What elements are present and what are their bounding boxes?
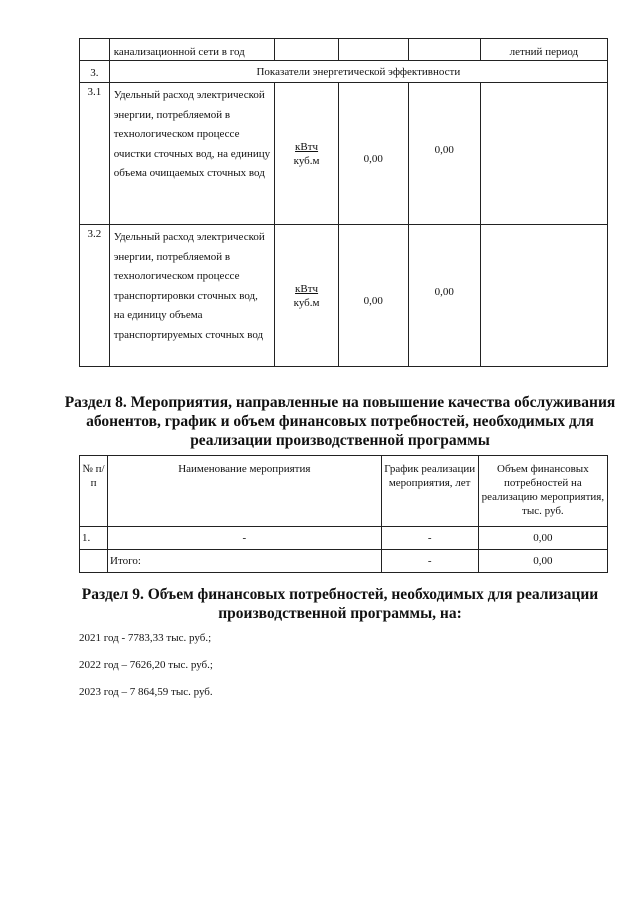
table-row — [80, 39, 608, 61]
table-row — [80, 225, 608, 367]
table-header-row — [80, 456, 608, 527]
cell-num: 3.2 — [80, 225, 110, 367]
value-2: 0,00 — [434, 285, 454, 298]
cell-note — [480, 225, 607, 367]
value-1: 0,00 — [363, 294, 383, 307]
cell-value — [408, 83, 480, 225]
finance-line-2023: 2023 год – 7 864,59 тыс. руб. — [79, 686, 213, 698]
header-schedule: График реализации мероприятия, лет — [381, 456, 478, 527]
cell-value — [408, 39, 480, 61]
value-1: 0,00 — [363, 152, 383, 165]
finance-line-2022: 2022 год – 7626,20 тыс. руб.; — [79, 659, 213, 671]
total-label: Итого: — [108, 550, 382, 573]
total-schedule: - — [381, 550, 478, 573]
cell-num — [80, 550, 108, 573]
cell-name: - — [108, 527, 382, 550]
header-volume: Объем финансовых потребностей на реализацию мероприятия, тыс. руб. — [478, 456, 607, 527]
finance-line-2021: 2021 год - 7783,33 тыс. руб.; — [79, 632, 212, 644]
cell-name: Удельный расход электрической энергии, потребляемой в технологическом процессе очистки сточных вод, на единицу объема очищаемых сточных вод — [109, 83, 275, 225]
cell-name: Удельный расход электрической энергии, потребляемой в технологическом процессе транспортировки сточных вод, на единицу объема транспортируемых сточных вод — [109, 225, 275, 367]
unit-numerator: кВтч — [295, 140, 319, 153]
section-9-heading: Раздел 9. Объем финансовых потребностей, необходимых для реализации производственной программы, на: — [81, 586, 599, 622]
table-row — [80, 83, 608, 225]
cell-num: 3. — [80, 61, 110, 83]
cell-volume: 0,00 — [478, 527, 607, 550]
unit-denominator: куб.м — [293, 154, 320, 167]
header-name: Наименование мероприятия — [108, 456, 382, 527]
unit-numerator: кВтч — [295, 282, 319, 295]
section-8-heading: Раздел 8. Мероприятия, направленные на повышение качества обслуживания абонентов, график и объем финансовых потребностей, необходимых для реализации производственной программы — [64, 394, 616, 449]
cell-value — [338, 83, 408, 225]
cell-note: летний период — [480, 39, 607, 61]
table-row — [80, 61, 608, 83]
cell-num: 3.1 — [80, 83, 110, 225]
cell-name: канализационной сети в год — [109, 39, 275, 61]
unit-denominator: куб.м — [293, 296, 320, 309]
total-volume: 0,00 — [478, 550, 607, 573]
cell-value — [338, 225, 408, 367]
header-num: № п/п — [80, 456, 108, 527]
cell-num — [80, 39, 110, 61]
section-title-cell: Показатели энергетической эффективности — [109, 61, 607, 83]
total-row — [80, 550, 608, 573]
cell-unit — [275, 225, 338, 367]
cell-unit — [275, 83, 338, 225]
cell-value — [408, 225, 480, 367]
cell-note — [480, 83, 607, 225]
cell-value — [338, 39, 408, 61]
table-row — [80, 527, 608, 550]
cell-schedule: - — [381, 527, 478, 550]
cell-num: 1. — [80, 527, 108, 550]
energy-efficiency-table — [79, 38, 608, 367]
value-2: 0,00 — [434, 143, 454, 156]
cell-unit — [275, 39, 338, 61]
measures-table — [79, 455, 608, 573]
